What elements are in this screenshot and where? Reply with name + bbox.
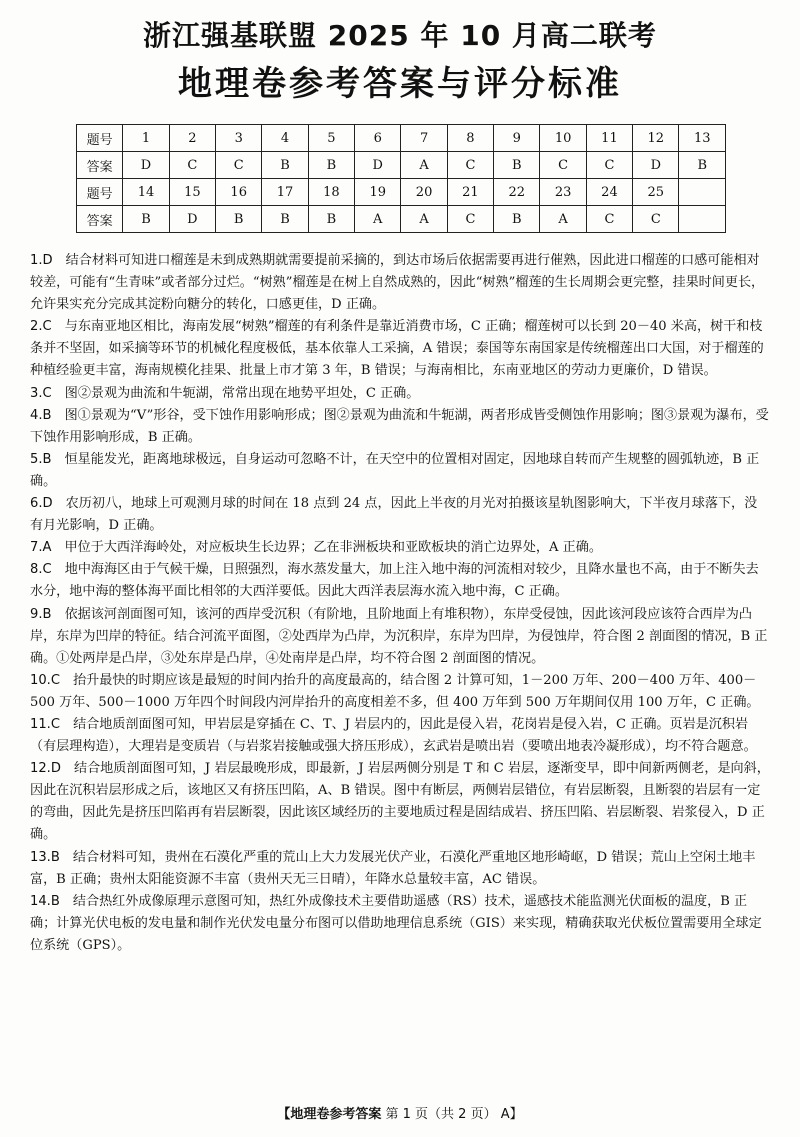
answer-table-cell: B (123, 206, 169, 233)
answer-table-cell: 23 (540, 179, 586, 206)
explanation-item (30, 316, 770, 382)
answer-table-cell: 16 (216, 179, 262, 206)
answer-table-cell (679, 206, 726, 233)
explanation-item (30, 383, 770, 405)
answer-table-cell: 14 (123, 179, 169, 206)
explanation-text: 地中海海区由于气候干燥，日照强烈，海水蒸发量大，加上注入地中海的河流相对较少，且降水量也不高，由于不断失去水分，地中海的整体海平面比相邻的大西洋要低。因此大西洋表层海水流入地中海，C 正确。 (30, 562, 759, 600)
explanations-section (30, 250, 770, 957)
explanation-item (30, 537, 770, 559)
explanation-answer-number: 12.D (30, 761, 61, 777)
answer-table-cell: 2 (169, 125, 215, 152)
answer-table-cell: 17 (262, 179, 308, 206)
answer-table-cell: C (216, 152, 262, 179)
explanation-text: 结合材料可知，贵州在石漠化严重的荒山上大力发展光伏产业，石漠化严重地区地形崎岖，D 错误；荒山上空闲土地丰富，B 正确；贵州太阳能资源不丰富（贵州天无三日晴），年降水总量较丰富，AC 错误。 (30, 849, 756, 887)
explanation-item (30, 559, 770, 603)
explanation-item (30, 714, 770, 758)
explanation-text: 农历初八，地球上可观测月球的时间在 18 点到 24 点，因此上半夜的月光对拍摄该星轨图影响大，下半夜月球落下，没有月光影响，D 正确。 (30, 496, 758, 534)
answer-table-cell: 25 (633, 179, 679, 206)
explanation-item (30, 758, 770, 846)
answer-table-cell: C (633, 206, 679, 233)
explanation-text: 结合地质剖面图可知，J 岩层最晚形成，即最新，J 岩层两侧分别是 T 和 C 岩层，逐渐变早，即中间新两侧老，是向斜，因此在沉积岩层形成之后，该地区又有挤压凹陷，A、B 错误。图中有断层，两侧岩层错位，有岩层断裂，且断裂的岩层有一定的弯曲，因此先是挤压凹陷再有岩层断裂，因此该区域经历的主要地质过程是固结成岩、挤压凹陷、岩层断裂、岩浆侵入，D 正确。 (30, 761, 770, 843)
answer-table-cell: 12 (633, 125, 679, 152)
answer-table-header-cell: 题号 (77, 125, 123, 152)
explanation-text: 结合热红外成像原理示意图可知，热红外成像技术主要借助遥感（RS）技术，遥感技术能监测光伏面板的温度，B 正确；计算光伏电板的发电量和制作光伏发电量分布图可以借助地理信息系统（GIS）来实现，精确获取光伏板位置需要用全球定位系统（GPS）。 (30, 893, 762, 953)
answer-table-header-cell: 题号 (77, 179, 123, 206)
answer-table-cell: A (540, 206, 586, 233)
explanation-item (30, 891, 770, 957)
explanation-answer-number: 11.C (30, 716, 60, 732)
answer-table-cell: B (216, 206, 262, 233)
answer-table-cell: B (308, 206, 354, 233)
explanation-answer-number: 1.D (30, 253, 53, 268)
answer-table-cell: 4 (262, 125, 308, 152)
explanation-text: 图②景观为曲流和牛轭湖，常常出现在地势平坦处，C 正确。 (64, 385, 420, 401)
explanation-text: 恒星能发光，距离地球极远，自身运动可忽略不计，在天空中的位置相对固定，因地球自转而产生规整的圆弧轨迹，B 正确。 (30, 451, 760, 489)
explanation-answer-number: 8.C (30, 562, 52, 578)
explanation-answer-number: 4.B (30, 407, 52, 423)
answer-table-cell: 13 (679, 125, 726, 152)
explanation-item (30, 449, 770, 493)
explanation-answer-number: 14.B (30, 893, 60, 909)
footer-page-number: 第 1 页（共 2 页） (385, 1107, 497, 1122)
explanation-item (30, 604, 770, 670)
answer-table-cell: C (447, 152, 493, 179)
answer-table-cell: D (355, 152, 401, 179)
explanation-answer-number: 5.B (30, 451, 52, 467)
explanation-item (30, 493, 770, 537)
answer-table-cell: A (355, 206, 401, 233)
answer-table-cell: C (586, 206, 632, 233)
answer-table-cell: C (586, 152, 632, 179)
explanation-text: 结合地质剖面图可知，甲岩层是穿插在 C、T、J 岩层内的，因此是侵入岩，花岗岩是侵入岩，C 正确。页岩是沉积岩（有层理构造），大理岩是变质岩（与岩浆岩接触或强大挤压形成），玄武岩是喷出岩（要喷出地表冷凝形成），均不符合题意。 (30, 716, 757, 755)
answer-table-cell: 20 (401, 179, 447, 206)
answer-table-cell: 9 (494, 125, 540, 152)
explanation-answer-number: 3.C (30, 385, 52, 401)
answer-table-cell: C (169, 152, 215, 179)
answer-table-cell: A (401, 206, 447, 233)
explanation-answer-number: 13.B (30, 849, 60, 865)
explanation-item (30, 250, 770, 316)
answer-table-cell: 21 (447, 179, 493, 206)
answer-table-cell: B (262, 206, 308, 233)
explanation-answer-number: 10.C (30, 672, 60, 688)
answer-table-cell: 24 (586, 179, 632, 206)
answer-table-cell: 19 (355, 179, 401, 206)
explanation-answer-number: 2.C (30, 319, 52, 335)
footer-version: A】 (500, 1107, 523, 1122)
exam-title: 浙江强基联盟 2025 年 10 月高二联考 (143, 19, 657, 52)
explanation-item (30, 670, 770, 714)
explanation-text: 甲位于大西洋海岭处，对应板块生长边界；乙在非洲板块和亚欧板块的消亡边界处，A 正确。 (64, 540, 602, 556)
answer-table-cell: 6 (355, 125, 401, 152)
answer-table-cell: D (123, 152, 169, 179)
explanation-text: 图①景观为“V”形谷，受下蚀作用影响形成；图②景观为曲流和牛轭湖，两者形成皆受侧蚀作用影响；图③景观为瀑布，受下蚀作用影响形成，B 正确。 (30, 407, 769, 445)
answer-table-cell: 15 (169, 179, 215, 206)
answer-table-cell: 22 (494, 179, 540, 206)
explanation-answer-number: 9.B (30, 606, 52, 622)
answer-table-cell: 3 (216, 125, 262, 152)
explanation-answer-number: 7.A (30, 540, 52, 556)
explanation-text: 依据该河剖面图可知，该河的西岸受沉积（有阶地，且阶地面上有堆积物），东岸受侵蚀，因此该河段应该符合西岸为凸岸，东岸为凹岸的特征。结合河流平面图，②处西岸为凸岸，为沉积岸，东岸为凹岸，为侵蚀岸，符合图 2 剖面图的情况，B 正确。①处两岸是凸岸，③处东岸是凸岸，④处南岸是凸岸，均不符合图 2 剖面图的情况。 (30, 606, 768, 666)
answer-table-cell: 8 (447, 125, 493, 152)
answer-table-cell: B (308, 152, 354, 179)
answer-table-cell: B (494, 206, 540, 233)
answer-table-row (77, 179, 726, 206)
answer-table-cell: 18 (308, 179, 354, 206)
explanation-item (30, 847, 770, 891)
explanation-answer-number: 6.D (30, 496, 53, 512)
explanation-text: 结合材料可知进口榴莲是未到成熟期就需要提前采摘的，到达市场后依据需要再进行催熟，因此进口榴莲的口感可能相对较差，可能有“生青味”或者部分过烂。“树熟”榴莲是在树上自然成熟的，因此“树熟”榴莲的生长周期会更完整，挂果时间更长，允许果实充分完成其淀粉向糖分的转化，口感更佳，D 正确。 (30, 253, 765, 313)
answer-table-cell: 1 (123, 125, 169, 152)
explanation-item (30, 405, 770, 449)
answer-table-cell: 10 (540, 125, 586, 152)
answer-table-cell: B (679, 152, 726, 179)
answer-table-row (77, 206, 726, 233)
answer-table-cell: D (633, 152, 679, 179)
answer-table-cell: C (447, 206, 493, 233)
answer-table-row (77, 125, 726, 152)
answer-key-table (76, 124, 726, 233)
answer-table-cell: B (494, 152, 540, 179)
explanation-text: 与东南亚地区相比，海南发展“树熟”榴莲的有利条件是靠近消费市场，C 正确；榴莲树可以长到 20－40 米高，树干和枝条并不坚固，如采摘等环节的机械化程度极低，基本依靠人工采摘，A 错误；泰国等东南国家是传统榴莲出口大国，对于榴莲的种植经验更丰富，海南规模化挂果、批量上市才第 3 年，B 错误；与海南相比，东南亚地区的劳动力更廉价，D 错误。 (30, 319, 764, 379)
answer-table-header-cell: 答案 (77, 152, 123, 179)
footer-label: 【地理卷参考答案 (277, 1107, 382, 1122)
answer-table-row (77, 152, 726, 179)
document-title: 地理卷参考答案与评分标准 (178, 64, 622, 104)
answer-table-header-cell: 答案 (77, 206, 123, 233)
answer-table-cell: B (262, 152, 308, 179)
answer-table-cell: 11 (586, 125, 632, 152)
answer-table-cell (679, 179, 726, 206)
answer-table-cell: A (401, 152, 447, 179)
answer-table-cell: 5 (308, 125, 354, 152)
answer-table-cell: D (169, 206, 215, 233)
explanation-text: 抬升最快的时期应该是最短的时间内抬升的高度最高的，结合图 2 计算可知，1－200 万年、200－400 万年、400－500 万年、500－1000 万年四个时间段内河岸抬升的高度相差不多，但 400 万年到 500 万年期间仅用 100 万年，C 正确。 (30, 672, 760, 710)
answer-table-cell: 7 (401, 125, 447, 152)
answer-table-cell: C (540, 152, 586, 179)
page-footer (0, 1103, 800, 1122)
